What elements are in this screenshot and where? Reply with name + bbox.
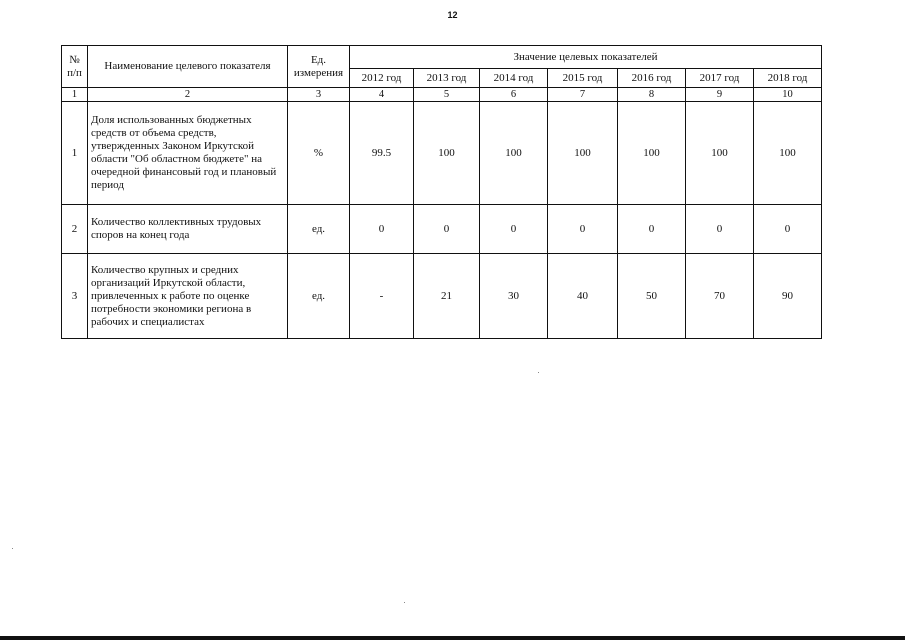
row-value: 100: [548, 102, 618, 205]
row-value: -: [350, 254, 414, 339]
row-name: Количество крупных и средних организаций Иркутской области, привлеченных к работе по оценке потребности экономики региона в рабочих и специалистах: [88, 254, 288, 339]
row-value: 0: [350, 205, 414, 254]
column-numbers-row: [62, 88, 822, 102]
row-value: 30: [480, 254, 548, 339]
column-number: 9: [686, 88, 754, 102]
row-name: Количество коллективных трудовых споров на конец года: [88, 205, 288, 254]
column-number: 1: [62, 88, 88, 102]
scan-speck: [538, 372, 539, 373]
scan-speck: [404, 602, 405, 603]
row-value: 90: [754, 254, 822, 339]
row-value: 70: [686, 254, 754, 339]
row-value: 0: [414, 205, 480, 254]
row-num: 3: [62, 254, 88, 339]
header-year: 2014 год: [480, 69, 548, 88]
scan-bottom-edge: [0, 636, 905, 640]
column-number: 4: [350, 88, 414, 102]
column-number: 10: [754, 88, 822, 102]
row-unit: ед.: [288, 205, 350, 254]
row-value: 0: [480, 205, 548, 254]
column-number: 3: [288, 88, 350, 102]
header-values-group: Значение целевых показателей: [350, 46, 822, 69]
target-indicators-table: [61, 45, 822, 339]
table-row: [62, 102, 822, 205]
header-year: 2017 год: [686, 69, 754, 88]
row-value: 100: [480, 102, 548, 205]
row-unit: ед.: [288, 254, 350, 339]
column-number: 8: [618, 88, 686, 102]
column-number: 7: [548, 88, 618, 102]
header-year: 2018 год: [754, 69, 822, 88]
row-value: 0: [686, 205, 754, 254]
header-unit: Ед. измерения: [288, 46, 350, 88]
header-row: [62, 46, 822, 69]
column-number: 6: [480, 88, 548, 102]
column-number: 5: [414, 88, 480, 102]
row-value: 100: [754, 102, 822, 205]
header-year: 2016 год: [618, 69, 686, 88]
header-year: 2015 год: [548, 69, 618, 88]
row-value: 21: [414, 254, 480, 339]
header-num: № п/п: [62, 46, 88, 88]
row-value: 0: [548, 205, 618, 254]
row-value: 50: [618, 254, 686, 339]
scan-speck: [12, 548, 13, 549]
header-year: 2012 год: [350, 69, 414, 88]
column-number: 2: [88, 88, 288, 102]
row-value: 100: [414, 102, 480, 205]
row-unit: %: [288, 102, 350, 205]
row-value: 0: [754, 205, 822, 254]
row-value: 100: [618, 102, 686, 205]
row-name: Доля использованных бюджетных средств от объема средств, утвержденных Законом Иркутской области "Об областном бюджете" на очередной финансовый год и плановый период: [88, 102, 288, 205]
row-value: 0: [618, 205, 686, 254]
table-row: [62, 254, 822, 339]
table-row: [62, 205, 822, 254]
header-year: 2013 год: [414, 69, 480, 88]
header-name: Наименование целевого показателя: [88, 46, 288, 88]
row-value: 40: [548, 254, 618, 339]
row-num: 2: [62, 205, 88, 254]
page-number: 12: [447, 10, 458, 20]
row-num: 1: [62, 102, 88, 205]
row-value: 99.5: [350, 102, 414, 205]
row-value: 100: [686, 102, 754, 205]
